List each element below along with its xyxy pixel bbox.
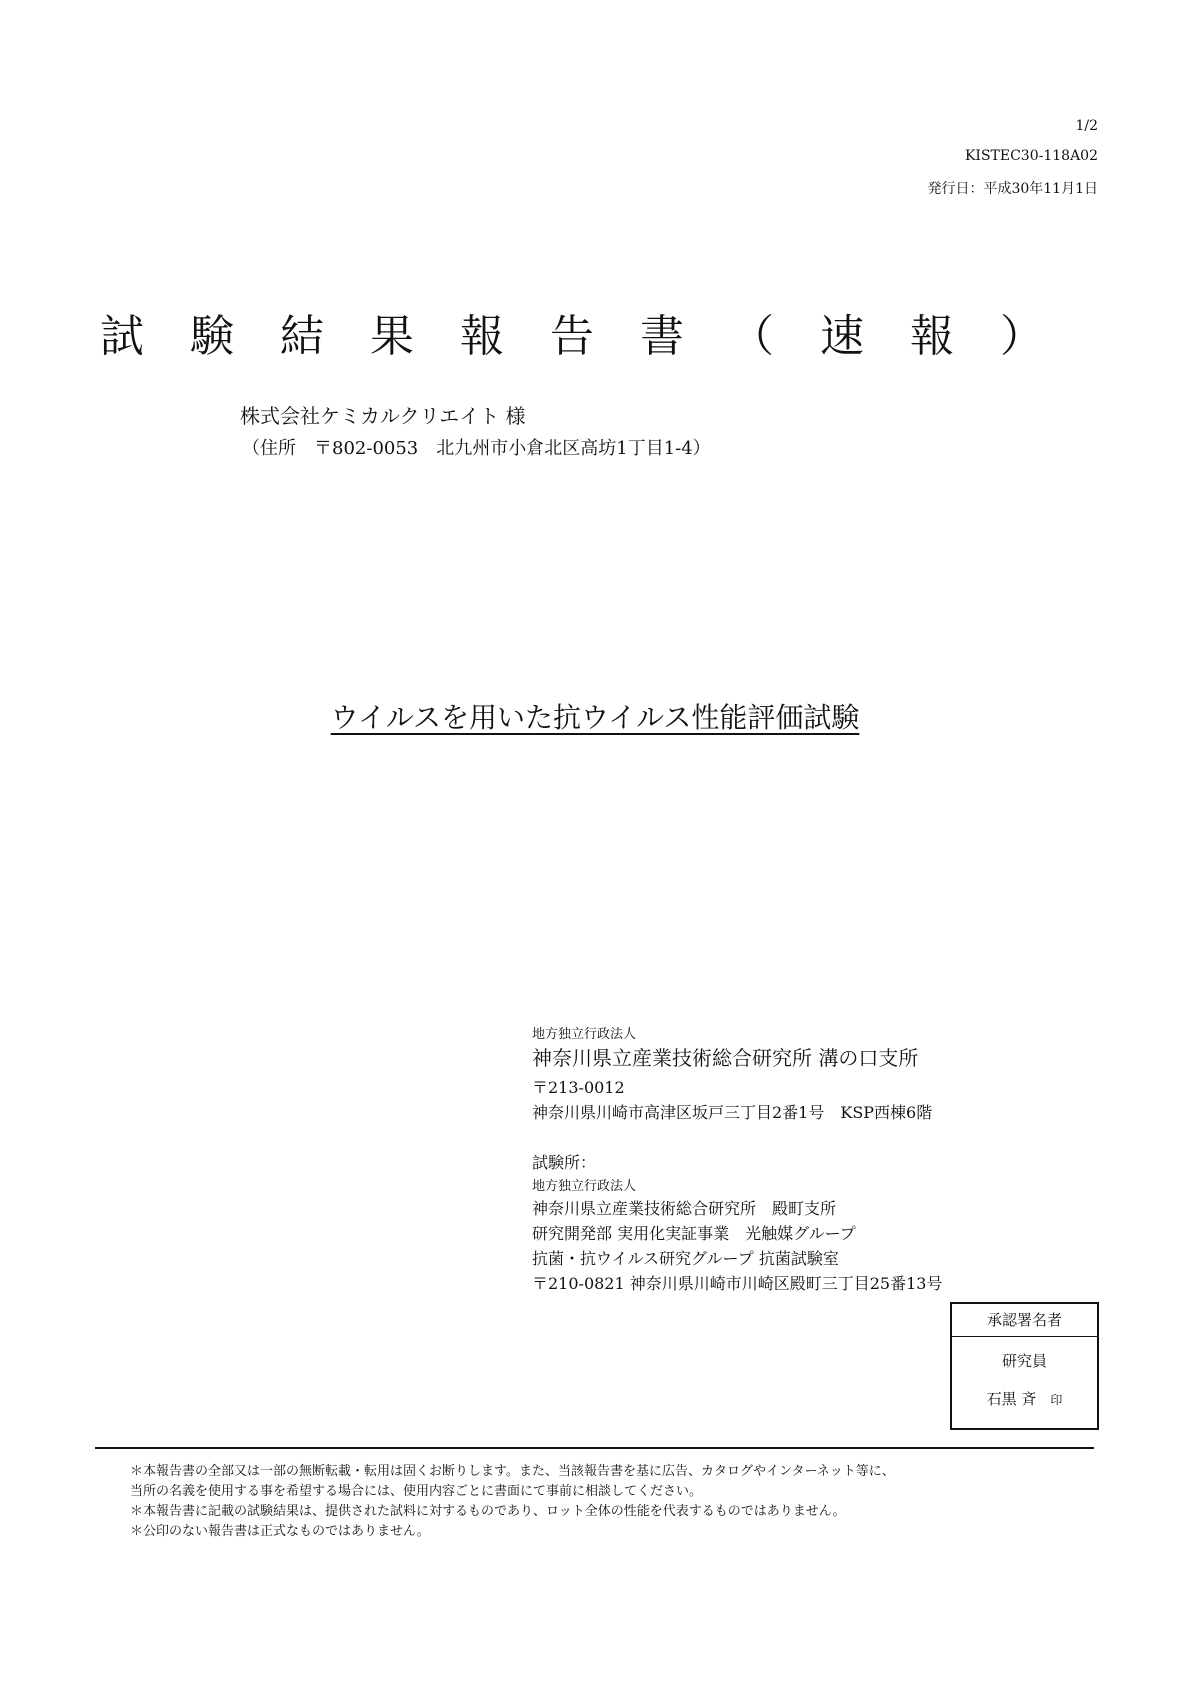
issuer-postal: 〒213-0012 bbox=[532, 1078, 625, 1097]
approver-name: 石黒 斉 bbox=[986, 1390, 1037, 1408]
test-name-text: ウイルスを用いた抗ウイルス性能評価試験 bbox=[330, 701, 860, 734]
note-line: ＊本報告書に記載の試験結果は、提供された試料に対するものであり、ロット全体の性能を代表するものではありません。 bbox=[130, 1504, 846, 1519]
issuer-name: 神奈川県立産業技術総合研究所 溝の口支所 bbox=[532, 1046, 919, 1070]
seal-mark: 印 bbox=[1050, 1393, 1063, 1407]
issue-date: 発行日：平成30年11月1日 bbox=[927, 181, 1098, 197]
note-line: ＊本報告書の全部又は一部の無断転載・転用は固くお断りします。また、当該報告書を基に広告、カタログやインターネット等に、 bbox=[130, 1464, 895, 1479]
approver-row bbox=[952, 1388, 1097, 1409]
lab-type: 地方独立行政法人 bbox=[532, 1179, 637, 1194]
lab-address: 〒210-0821 神奈川県川崎市川崎区殿町三丁目25番13号 bbox=[532, 1274, 943, 1293]
footer-divider bbox=[95, 1447, 1094, 1449]
report-title: 試験結果報告書（速報） bbox=[100, 311, 1090, 362]
approval-header: 承認署名者 bbox=[952, 1304, 1097, 1337]
client-name: 株式会社ケミカルクリエイト 様 bbox=[240, 404, 526, 428]
note-line: ＊公印のない報告書は正式なものではありません。 bbox=[130, 1524, 430, 1539]
lab-group: 抗菌・抗ウイルス研究グループ 抗菌試験室 bbox=[532, 1249, 839, 1268]
test-name bbox=[0, 696, 1190, 736]
note-line: 当所の名義を使用する事を希望する場合には、使用内容ごとに書面にて事前に相談してください。 bbox=[130, 1484, 703, 1499]
page-number: 1/2 bbox=[1075, 118, 1098, 134]
approval-box bbox=[950, 1302, 1099, 1430]
client-address: （住所 〒802-0053 北九州市小倉北区高坊1丁目1-4） bbox=[242, 438, 711, 459]
issuer-type: 地方独立行政法人 bbox=[532, 1027, 637, 1042]
lab-dept: 研究開発部 実用化実証事業 光触媒グループ bbox=[532, 1224, 856, 1243]
approver-role: 研究員 bbox=[1001, 1352, 1047, 1370]
lab-label: 試験所： bbox=[532, 1153, 597, 1172]
issuer-address: 神奈川県川崎市高津区坂戸三丁目2番1号 KSP西棟6階 bbox=[532, 1103, 933, 1122]
lab-name: 神奈川県立産業技術総合研究所 殿町支所 bbox=[532, 1199, 837, 1218]
report-number: KISTEC30-118A02 bbox=[964, 148, 1098, 164]
